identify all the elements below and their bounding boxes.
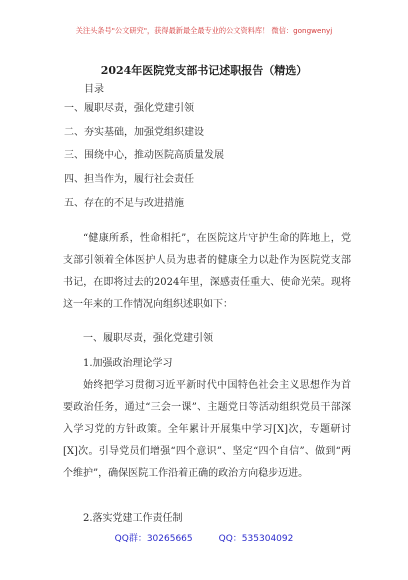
table-of-contents bbox=[64, 102, 224, 220]
toc-item: 二、夯实基础，加强党组织建设 bbox=[64, 126, 204, 138]
footer-contact bbox=[0, 533, 408, 545]
intro-paragraph: “健康所系，性命相托”，在医院这片守护生命的阵地上，党支部引领着全体医护人员为患者的健康全力以赴作为医院党支部书记，在即将过去的2024年里，深感责任重大、使命光荣。现将这一年来的工作情况向组织述职如下： bbox=[63, 233, 351, 310]
toc-item: 三、围绕中心，推动医院高质量发展 bbox=[64, 150, 224, 162]
subsection-heading: 2.落实党建工作责任制 bbox=[83, 513, 183, 524]
body-paragraph: 始终把学习贯彻习近平新时代中国特色社会主义思想作为首要政治任务，通过“三会一课”、主题党日等活动组织党员干部深入学习党的方针政策。全年累计开展集中学习[X]次，专题研讨[X]次。引导党员们增强“四个意识”、坚定“四个自信”、做到“两个维护”，确保医院工作沿着正确的政治方向稳步迈进。 bbox=[63, 380, 351, 479]
toc-heading: 目录 bbox=[84, 84, 104, 95]
footer-qq-number: QQ：535304092 bbox=[218, 534, 294, 544]
toc-item: 五、存在的不足与改进措施 bbox=[64, 197, 184, 209]
header-banner: 关注头条号"公文研究"，获得最新最全最专业的公文资料库！ 微信：gongwenyj bbox=[75, 26, 333, 35]
toc-item: 四、担当作为，履行社会责任 bbox=[64, 174, 194, 186]
toc-item: 一、履职尽责，强化党建引领 bbox=[64, 103, 194, 114]
footer-qq-group: QQ群：30265665 bbox=[114, 534, 193, 544]
subsection-heading: 1.加强政治理论学习 bbox=[83, 358, 173, 369]
document-title: 2024年医院党支部书记述职报告（精选） bbox=[100, 64, 308, 77]
section-heading: 一、履职尽责，强化党建引领 bbox=[83, 333, 213, 344]
